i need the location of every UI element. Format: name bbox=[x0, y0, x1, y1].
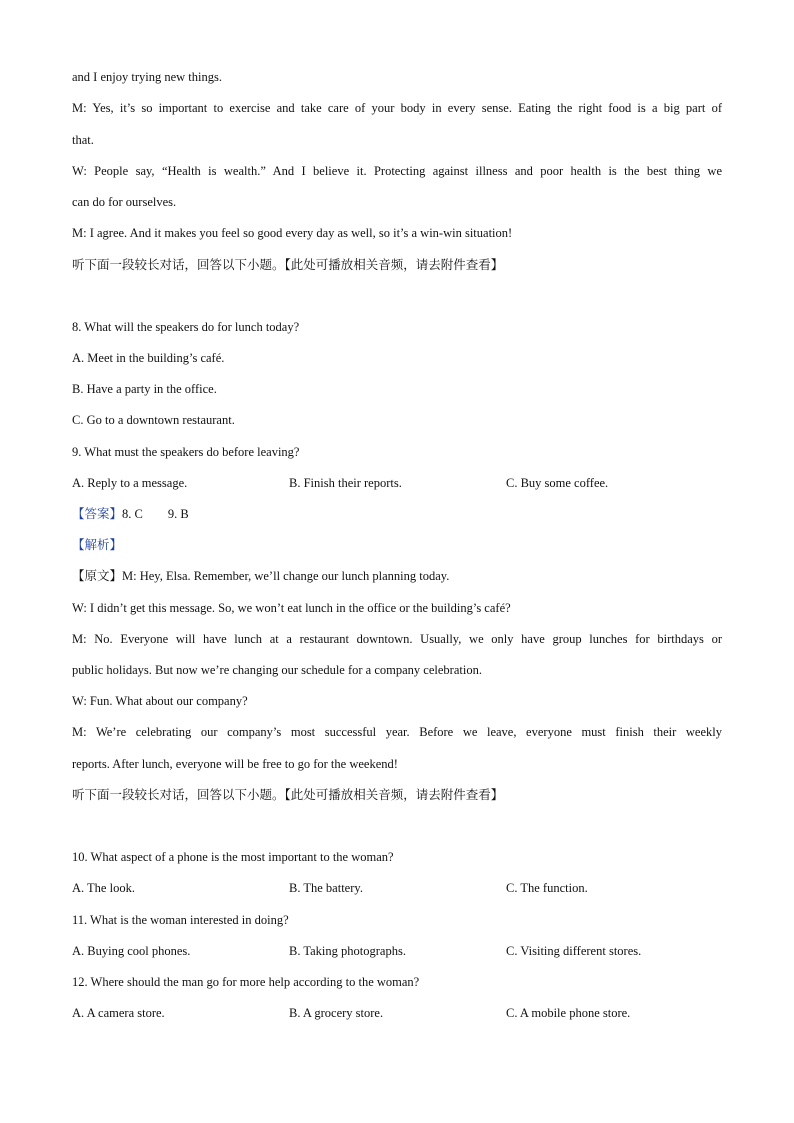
q10-option-b: B. The battery. bbox=[289, 881, 363, 895]
transcript-line5: W: Fun. What about our company? bbox=[72, 694, 248, 708]
q11-option-a: A. Buying cool phones. bbox=[72, 944, 191, 958]
q8-option-c: C. Go to a downtown restaurant. bbox=[72, 413, 235, 427]
listening-instruction-2: 听下面一段较长对话，回答以下小题。【此处可播放相关音频，请去附件查看】 bbox=[72, 788, 504, 802]
transcript-line1 bbox=[72, 568, 722, 584]
answer-value: 8. C 9. B bbox=[122, 507, 189, 521]
q10-option-c: C. The function. bbox=[506, 881, 588, 895]
listening-instruction-1: 听下面一段较长对话，回答以下小题。【此处可播放相关音频，请去附件查看】 bbox=[72, 258, 504, 272]
q9-option-c: C. Buy some coffee. bbox=[506, 476, 609, 490]
q9-stem: 9. What must the speakers do before leaving? bbox=[72, 445, 300, 459]
q10-option-a: A. The look. bbox=[72, 881, 135, 895]
q8-stem: 8. What will the speakers do for lunch today? bbox=[72, 320, 300, 334]
dialog1-line2: M: Yes, it’s so important to exercise and take care of your body in every sense. Eating the right food is a big part of bbox=[72, 101, 722, 115]
dialog1-line4: W: People say, “Health is wealth.” And I believe it. Protecting against illness and poor health is the best thing we bbox=[72, 164, 722, 178]
answer-line bbox=[72, 506, 722, 522]
q8-option-a: A. Meet in the building’s café. bbox=[72, 351, 225, 365]
q11-option-c: C. Visiting different stores. bbox=[506, 944, 642, 958]
q12-option-c: C. A mobile phone store. bbox=[506, 1006, 631, 1020]
q10-stem: 10. What aspect of a phone is the most important to the woman? bbox=[72, 850, 394, 864]
analysis-label: 【解析】 bbox=[72, 538, 123, 552]
answer-label: 【答案】 bbox=[72, 507, 123, 521]
q8-option-b: B. Have a party in the office. bbox=[72, 382, 217, 396]
transcript-line1-text: M: Hey, Elsa. Remember, we’ll change our lunch planning today. bbox=[122, 569, 450, 583]
q11-option-b: B. Taking photographs. bbox=[289, 944, 406, 958]
dialog1-line1: and I enjoy trying new things. bbox=[72, 70, 222, 84]
transcript-line4: public holidays. But now we’re changing our schedule for a company celebration. bbox=[72, 663, 482, 677]
q12-option-a: A. A camera store. bbox=[72, 1006, 165, 1020]
q12-option-b: B. A grocery store. bbox=[289, 1006, 384, 1020]
dialog1-line3: that. bbox=[72, 133, 94, 147]
transcript-line3: M: No. Everyone will have lunch at a restaurant downtown. Usually, we only have group lunches for birthdays or bbox=[72, 632, 722, 646]
transcript-line7: reports. After lunch, everyone will be free to go for the weekend! bbox=[72, 757, 398, 771]
q9-option-a: A. Reply to a message. bbox=[72, 476, 188, 490]
transcript-line2: W: I didn’t get this message. So, we won’t eat lunch in the office or the building’s café? bbox=[72, 601, 511, 615]
q11-stem: 11. What is the woman interested in doing? bbox=[72, 913, 289, 927]
transcript-label: 【原文】 bbox=[72, 569, 123, 583]
transcript-line6: M: We’re celebrating our company’s most successful year. Before we leave, everyone must finish their weekly bbox=[72, 725, 722, 739]
q9-option-b: B. Finish their reports. bbox=[289, 476, 402, 490]
dialog1-line5: can do for ourselves. bbox=[72, 195, 177, 209]
dialog1-line6: M: I agree. And it makes you feel so good every day as well, so it’s a win-win situation! bbox=[72, 226, 513, 240]
q12-stem: 12. Where should the man go for more help according to the woman? bbox=[72, 975, 420, 989]
